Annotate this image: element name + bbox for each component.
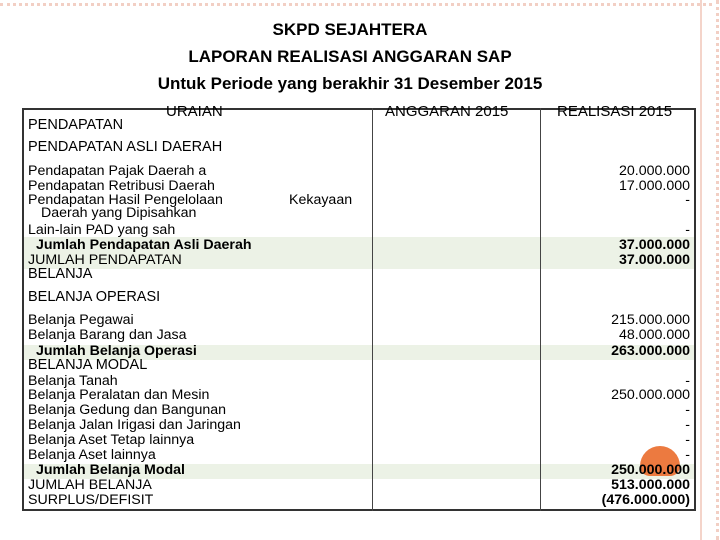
row-realisasi-value: 250.000.000 — [611, 387, 690, 403]
report-entity-title: SKPD SEJAHTERA — [272, 20, 428, 39]
row-label: Belanja Aset Tetap lainnya — [28, 432, 195, 448]
table-row — [28, 313, 693, 328]
table-row — [28, 358, 693, 373]
row-realisasi-value: - — [685, 432, 690, 448]
column-header-realisasi: REALISASI 2015 — [557, 103, 673, 120]
row-label: Belanja Tanah — [28, 373, 118, 389]
row-label: Pendapatan Hasil Pengelolaan — [28, 192, 223, 208]
row-label: BELANJA MODAL — [28, 357, 148, 373]
row-label: Pendapatan Retribusi Daerah — [28, 178, 215, 194]
row-realisasi-value: 17.000.000 — [618, 178, 690, 194]
row-label: JUMLAH PENDAPATAN — [28, 252, 182, 268]
table-row-total — [28, 478, 693, 493]
row-label: Belanja Gedung dan Bangunan — [28, 402, 227, 418]
table-row — [28, 267, 693, 282]
row-realisasi-value: 20.000.000 — [618, 163, 690, 179]
row-realisasi-value: 48.000.000 — [618, 327, 690, 343]
row-label: Belanja Jalan Irigasi dan Jaringan — [28, 417, 241, 433]
row-label: Jumlah Belanja Operasi — [36, 343, 197, 359]
row-realisasi-value: - — [685, 222, 690, 238]
table-row — [28, 388, 693, 403]
row-realisasi-value: 263.000.000 — [611, 343, 690, 359]
row-realisasi-value: - — [685, 402, 690, 418]
row-realisasi-value: 513.000.000 — [611, 477, 690, 493]
row-label: Belanja Peralatan dan Mesin — [28, 387, 210, 403]
row-label: Lain-lain PAD yang sah — [28, 222, 176, 238]
row-label: BELANJA — [28, 266, 93, 282]
table-row — [28, 206, 693, 221]
table-row — [28, 223, 693, 238]
row-label: JUMLAH BELANJA — [28, 477, 152, 493]
row-label: Belanja Barang dan Jasa — [28, 327, 187, 343]
row-label: Belanja Aset lainnya — [28, 447, 156, 463]
table-row — [28, 448, 693, 463]
row-label: Pendapatan Pajak Daerah a — [28, 163, 207, 179]
table-row-total — [28, 253, 693, 268]
table-row — [28, 418, 693, 433]
row-label: Belanja Pegawai — [28, 312, 134, 328]
column-header-anggaran: ANGGARAN 2015 — [385, 103, 509, 120]
row-realisasi-value: 37.000.000 — [618, 237, 690, 253]
page-border-top — [0, 3, 712, 6]
table-row-subtotal — [28, 238, 693, 253]
row-label: Jumlah Belanja Modal — [36, 462, 186, 478]
row-realisasi-value: 215.000.000 — [611, 312, 690, 328]
row-realisasi-value: - — [685, 192, 690, 208]
report-period: Untuk Periode yang berakhir 31 Desember 2015 — [157, 74, 543, 93]
page-border-right — [700, 0, 719, 540]
row-realisasi-value: - — [685, 417, 690, 433]
row-realisasi-value: 250.000.000 — [611, 462, 690, 478]
row-label: Jumlah Pendapatan Asli Daerah — [36, 237, 252, 253]
row-realisasi-value: (476.000.000) — [601, 492, 690, 508]
row-realisasi-value: 37.000.000 — [618, 252, 690, 268]
table-row — [28, 433, 693, 448]
column-header-uraian: URAIAN — [166, 103, 223, 120]
row-realisasi-value: - — [685, 373, 690, 389]
table-row — [28, 290, 693, 305]
row-label: PENDAPATAN — [28, 117, 124, 133]
table-row-subtotal — [28, 463, 693, 478]
row-realisasi-value: - — [685, 447, 690, 463]
table-row — [28, 118, 693, 133]
table-row — [28, 164, 693, 179]
report-title: LAPORAN REALISASI ANGGARAN SAP — [188, 47, 512, 66]
table-row — [28, 328, 693, 343]
row-label: PENDAPATAN ASLI DAERAH — [28, 139, 223, 155]
row-label: Daerah yang Dipisahkan — [41, 205, 197, 221]
row-label: SURPLUS/DEFISIT — [28, 492, 154, 508]
table-row-total — [28, 493, 693, 508]
row-label-continuation: Kekayaan — [289, 192, 353, 208]
row-label: BELANJA OPERASI — [28, 289, 161, 305]
table-row — [28, 140, 693, 155]
table-row — [28, 403, 693, 418]
